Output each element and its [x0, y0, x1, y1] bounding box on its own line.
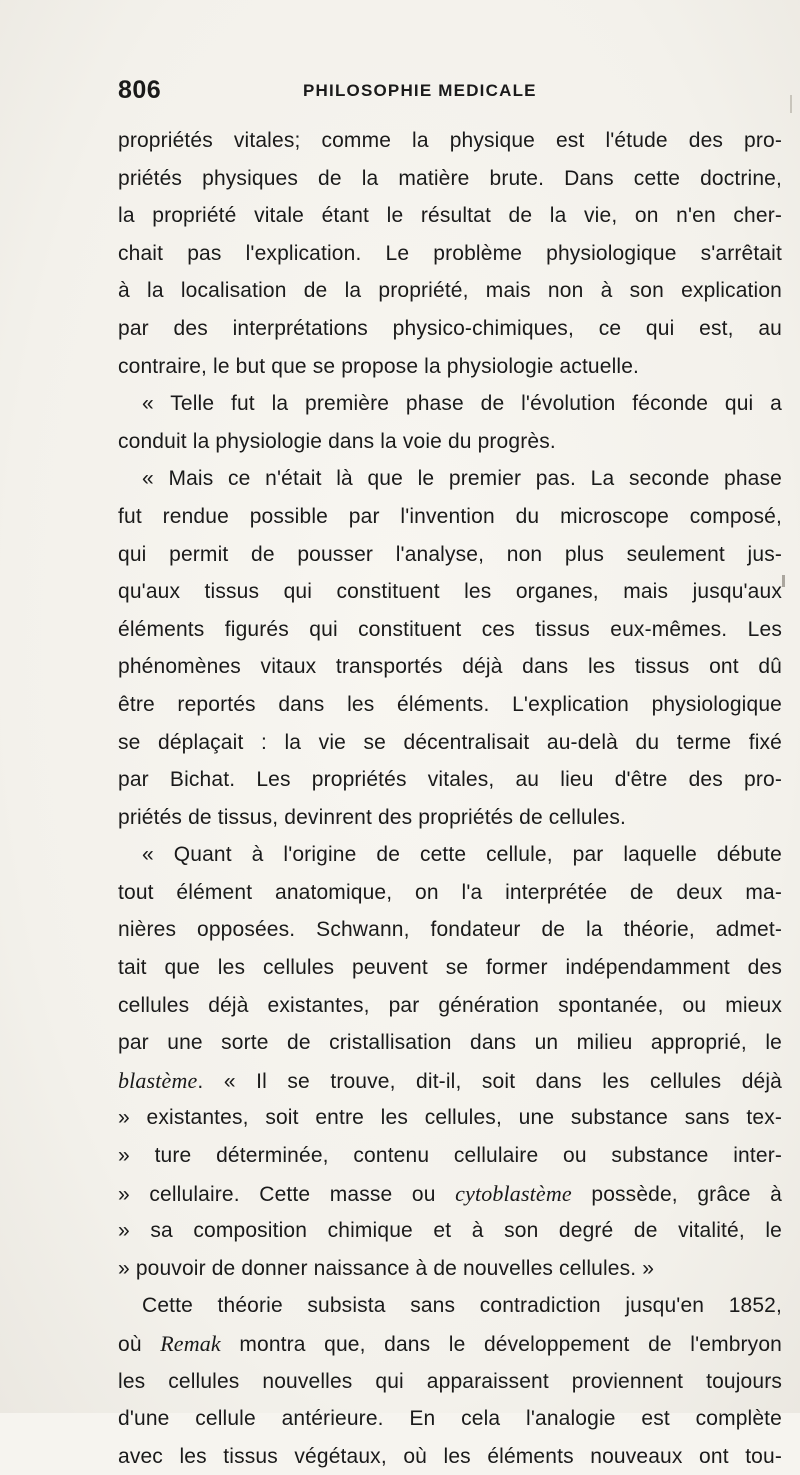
text-line: par une sorte de cristallisation dans un milieu approprié, le	[118, 1031, 782, 1055]
text-fragment: montra que, dans le développement de l'embryon	[220, 1333, 782, 1356]
text-fragment: où	[118, 1333, 161, 1356]
text-line: « Telle fut la première phase de l'évolution féconde qui a	[142, 392, 782, 416]
text-line-blasteme	[118, 1062, 782, 1100]
text-line: Cette théorie subsista sans contradiction jusqu'en 1852,	[142, 1294, 782, 1318]
text-line: tait que les cellules peuvent se former indépendamment des	[118, 956, 782, 980]
text-line: fut rendue possible par l'invention du microscope composé,	[118, 504, 782, 528]
text-line: la propriété vitale étant le résultat de la vie, on n'en cher-	[118, 204, 782, 228]
text-line: chait pas l'explication. Le problème physiologique s'arrêtait	[118, 241, 782, 265]
text-line: « Mais ce n'était là que le premier pas. La seconde phase	[142, 467, 782, 491]
text-line: » ture déterminée, contenu cellulaire ou substance inter-	[118, 1144, 782, 1168]
text-line: priétés de tissus, devinrent des propriétés de cellules.	[118, 805, 627, 829]
text-line: » sa composition chimique et à son degré de vitalité, le	[118, 1219, 782, 1243]
italic-term: blastème	[118, 1067, 198, 1093]
text-line-remak	[118, 1325, 782, 1363]
text-fragment: possède, grâce à	[571, 1182, 783, 1206]
text-line: tout élément anatomique, on l'a interprétée de deux ma-	[118, 880, 782, 904]
italic-term: Remak	[160, 1331, 221, 1356]
text-fragment: » cellulaire. Cette masse ou	[118, 1182, 456, 1206]
text-line: « Quant à l'origine de cette cellule, par laquelle débute	[142, 843, 782, 867]
text-line: les cellules nouvelles qui apparaissent proviennent toujours	[118, 1369, 782, 1393]
body-text	[118, 122, 782, 1475]
page-header	[118, 76, 782, 110]
margin-mark	[782, 575, 785, 587]
text-line: cellules déjà existantes, par génération spontanée, ou mieux	[118, 993, 782, 1017]
text-line: » existantes, soit entre les cellules, une substance sans tex-	[118, 1106, 782, 1130]
italic-term: cytoblastème	[455, 1180, 572, 1206]
running-title: PHILOSOPHIE MEDICALE	[303, 81, 537, 100]
page-number: 806	[118, 76, 162, 104]
text-line: d'une cellule antérieure. En cela l'analogie est complète	[118, 1407, 782, 1431]
text-fragment: . « Il se trouve, dit-il, soit dans les cellules déjà	[197, 1069, 782, 1093]
text-line: phénomènes vitaux transportés déjà dans les tissus ont dû	[118, 655, 782, 679]
text-line: être reportés dans les éléments. L'explication physiologique	[118, 692, 782, 716]
text-line: conduit la physiologie dans la voie du progrès.	[118, 429, 556, 453]
text-line: qu'aux tissus qui constituent les organes, mais jusqu'aux	[118, 580, 782, 604]
text-line: se déplaçait : la vie se décentralisait au-delà du terme fixé	[118, 730, 782, 754]
text-line: par des interprétations physico-chimiques, ce qui est, au	[118, 316, 782, 340]
text-line: » pouvoir de donner naissance à de nouvelles cellules. »	[118, 1256, 655, 1280]
text-line: qui permit de pousser l'analyse, non plus seulement jus-	[118, 542, 782, 566]
text-line: nières opposées. Schwann, fondateur de la théorie, admet-	[118, 918, 782, 942]
text-line: contraire, le but que se propose la physiologie actuelle.	[118, 354, 640, 378]
text-line: éléments figurés qui constituent ces tissus eux-mêmes. Les	[118, 617, 782, 641]
text-line: à la localisation de la propriété, mais non à son explication	[118, 279, 782, 303]
text-line: priétés physiques de la matière brute. Dans cette doctrine,	[118, 166, 782, 190]
text-line: par Bichat. Les propriétés vitales, au lieu d'être des pro-	[118, 768, 782, 792]
text-line: avec les tissus végétaux, où les éléments nouveaux ont tou-	[118, 1444, 782, 1468]
margin-mark	[790, 95, 792, 113]
text-line-cytoblasteme	[118, 1175, 782, 1213]
text-line: propriétés vitales; comme la physique est l'étude des pro-	[118, 129, 782, 152]
